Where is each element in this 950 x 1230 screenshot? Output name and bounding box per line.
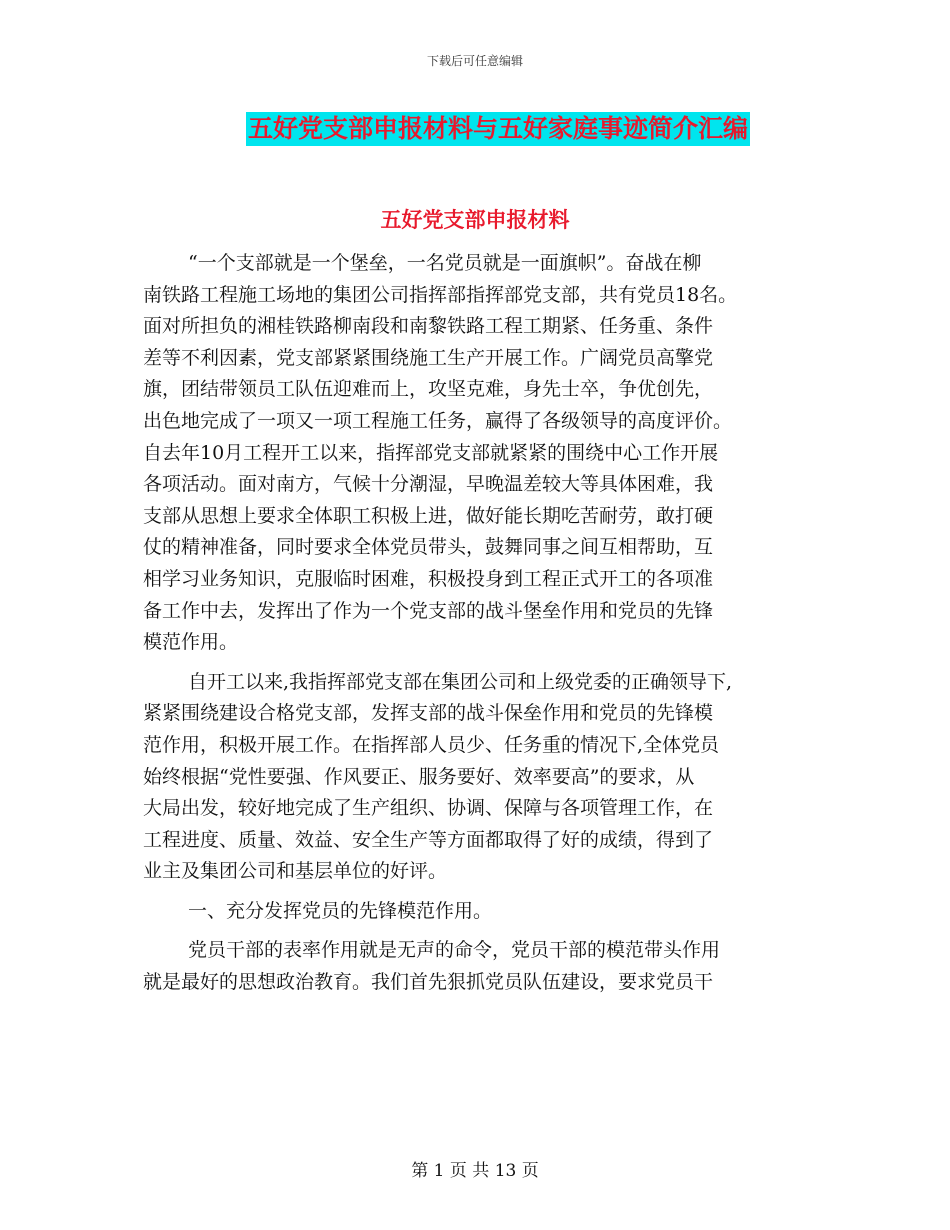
paragraph-gap [143, 927, 803, 935]
paragraph-line: 仗的精神准备，同时要求全体党员带头，鼓舞同事之间互相帮助，互 [143, 536, 714, 559]
paragraph-line: 出色地完成了一项又一项工程施工任务，赢得了各级领导的高度评价。 [143, 409, 733, 432]
subheading-line: 一、充分发挥党员的先锋模范作用。 [188, 899, 493, 922]
paragraph-line: 党员干部的表率作用就是无声的命令，党员干部的模范带头作用 [188, 939, 721, 962]
paragraph-line: 就是最好的思想政治教育。我们首先狠抓党员队伍建设，要求党员干 [143, 971, 714, 994]
paragraph-line: 大局出发，较好地完成了生产组织、协调、保障与各项管理工作，在 [143, 797, 714, 820]
paragraph-gap [143, 659, 803, 667]
main-title-wrap [0, 112, 950, 146]
header-note: 下载后可任意编辑 [426, 54, 523, 68]
page-footer: 第 1 页 共 13 页 [411, 1161, 539, 1181]
paragraph-line: 范作用，积极开展工作。在指挥部人员少、任务重的情况下,全体党员 [143, 733, 720, 756]
paragraph-line: 旗，团结带领员工队伍迎难而上，攻坚克难，身先士卒，争优创先， [143, 378, 714, 401]
paragraph-line: 支部从思想上要求全体职工积极上进，做好能长期吃苦耐劳，敢打硬 [143, 504, 714, 527]
paragraph-line: 备工作中去，发挥出了作为一个党支部的战斗堡垒作用和党员的先锋 [143, 599, 714, 622]
paragraph-line: 面对所担负的湘桂铁路柳南段和南黎铁路工程工期紧、任务重、条件 [143, 315, 714, 338]
paragraph-line: 始终根据“党性要强、作风要正、服务要好、效率要高”的要求，从 [143, 765, 695, 788]
main-title: 五好党支部申报材料与五好家庭事迹简介汇编 [246, 112, 750, 146]
paragraph-line: 南铁路工程施工场地的集团公司指挥部指挥部党支部，共有党员18名。 [143, 283, 738, 306]
paragraph-line: 差等不利因素，党支部紧紧围绕施工生产开展工作。广阔党员高擎党 [143, 346, 714, 369]
paragraph-line: 相学习业务知识，克服临时困难，积极投身到工程正式开工的各项准 [143, 567, 714, 590]
paragraph-line: 模范作用。 [143, 631, 239, 654]
paragraph-line: 紧紧围绕建设合格党支部，发挥支部的战斗保垒作用和党员的先锋模 [143, 702, 714, 725]
body-text [143, 248, 803, 999]
paragraph-line: 自开工以来,我指挥部党支部在集团公司和上级党委的正确领导下, [188, 670, 733, 693]
paragraph-line: 工程进度、质量、效益、安全生产等方面都取得了好的成绩，得到了 [143, 828, 714, 851]
section-title: 五好党支部申报材料 [380, 208, 570, 232]
paragraph-line: 各项活动。面对南方，气候十分潮湿，早晚温差较大等具体困难，我 [143, 473, 714, 496]
paragraph-line: 业主及集团公司和基层单位的好评。 [143, 860, 448, 883]
paragraph-gap [143, 888, 803, 896]
paragraph-line: 自去年10月工程开工以来，指挥部党支部就紧紧的围绕中心工作开展 [143, 441, 719, 464]
paragraph-line: “一个支部就是一个堡垒，一名党员就是一面旗帜”。奋战在柳 [188, 252, 702, 274]
